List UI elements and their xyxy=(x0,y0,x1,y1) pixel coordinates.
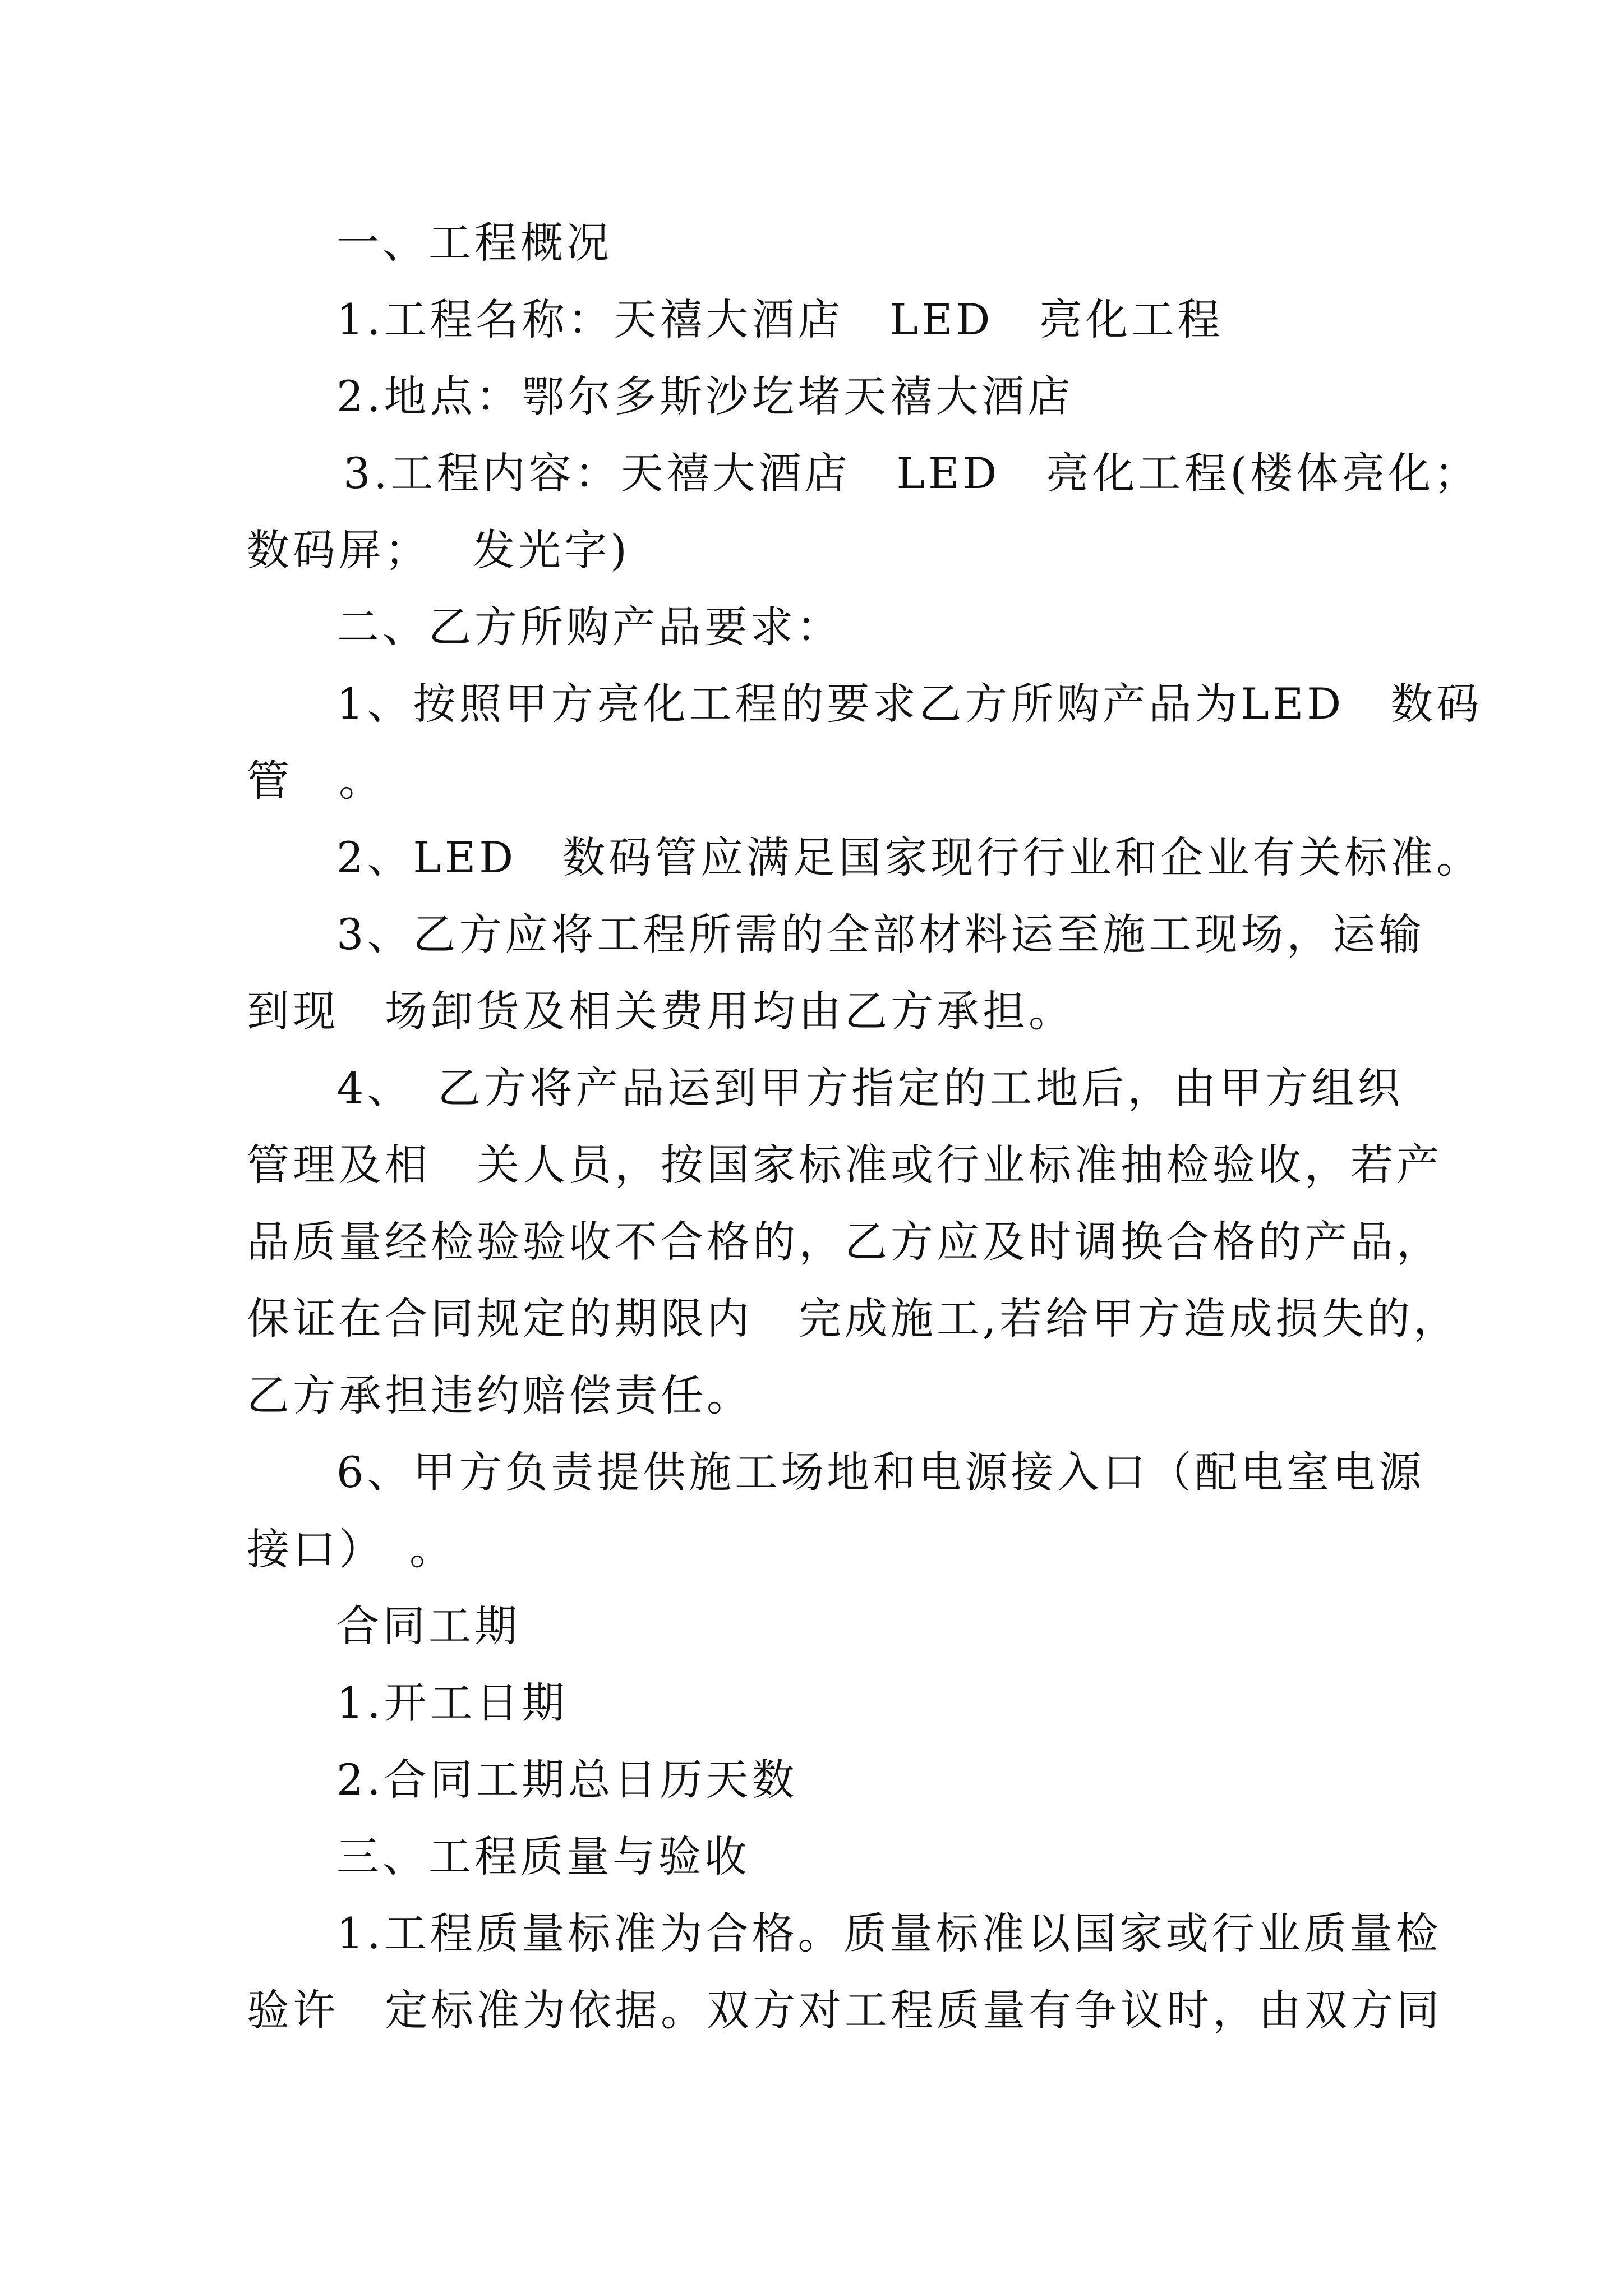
paragraph-line: 验许 定标准为依据。双方对工程质量有争议时，由双方同 xyxy=(247,1985,1442,2035)
paragraph-line: 保证在合同规定的期限内 完成施工,若给甲方造成损失的， xyxy=(247,1294,1460,1343)
section-heading-3: 三、工程质量与验收 xyxy=(336,1832,750,1881)
paragraph-line: 4、 乙方将产品运到甲方指定的工地后，由甲方组织 xyxy=(336,1063,1404,1113)
paragraph-line: 乙方承担违约赔偿责任。 xyxy=(247,1370,753,1420)
paragraph-line: 6、甲方负责提供施工场地和电源接入口（配电室电源 xyxy=(336,1447,1425,1497)
section-heading-1: 一、工程概况 xyxy=(336,218,612,268)
paragraph-line: 管 。 xyxy=(247,756,385,806)
paragraph-line: 3.工程内容：天禧大酒店 LED 亮化工程(楼体亮化； xyxy=(343,448,1481,498)
paragraph-line: 到现 场卸货及相关费用均由乙方承担。 xyxy=(247,986,1075,1036)
paragraph-line: 1.开工日期 xyxy=(336,1678,568,1728)
paragraph-line: 接口） 。 xyxy=(247,1524,455,1574)
paragraph-line: 数码屏； 发光字) xyxy=(247,525,630,575)
paragraph-line: 3、乙方应将工程所需的全部材料运至施工现场，运输 xyxy=(336,909,1425,959)
subsection-heading: 合同工期 xyxy=(336,1601,520,1651)
section-heading-2: 二、乙方所购产品要求： xyxy=(336,602,842,652)
paragraph-line: 2.合同工期总日历天数 xyxy=(336,1755,798,1805)
paragraph-line: 2.地点：鄂尔多斯沙圪堵天禧大酒店 xyxy=(336,371,1074,421)
paragraph-line: 管理及相 关人员，按国家标准或行业标准抽检验收，若产 xyxy=(247,1140,1442,1190)
paragraph-line: 1.工程质量标准为合格。质量标准以国家或行业质量检 xyxy=(336,1908,1442,1958)
paragraph-line: 品质量经检验验收不合格的，乙方应及时调换合格的产品， xyxy=(247,1217,1442,1267)
paragraph-line: 2、LED 数码管应满足国家现行行业和企业有关标准。 xyxy=(336,832,1483,882)
paragraph-line: 1.工程名称：天禧大酒店 LED 亮化工程 xyxy=(336,295,1224,344)
paragraph-line: 1、按照甲方亮化工程的要求乙方所购产品为LED 数码 xyxy=(336,679,1483,729)
